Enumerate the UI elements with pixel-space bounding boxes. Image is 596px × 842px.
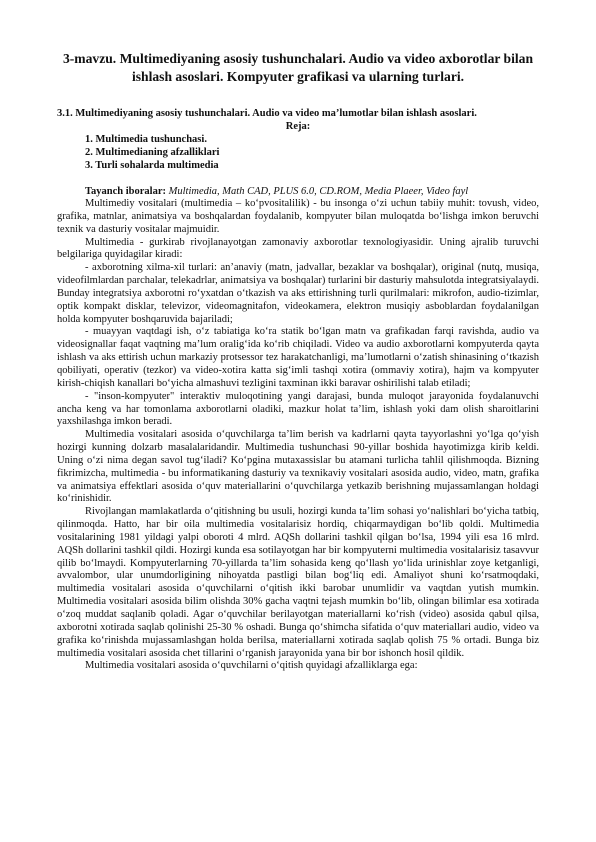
paragraph: - axborotning xilma-xil turlari: an’anaviy (matn, jadvallar, bezaklar va boshqalar), original (nutq, musiqa, videofilmlardan parchalar, telekadrlar, animatsiya va boshqalar) turlarini bir dasturiy mahsulotda integratsiyalaydi. Bunday integratsiya axborotni ro‘yxatdan o‘tkazish va aks ettirishning turli qurilmalari: mikrofon, audio-tizimlar, optik kompakt disklar, televizor, videomagnitafon, videokamera, elektron musiqiy asboblardan foydalanilgan holda kompyuter boshqaruvida bajariladi; — [57, 262, 539, 325]
paragraph: Multimedia vositalari asosida o‘quvchilarni o‘qitish quyidagi afzalliklarga ega: — [85, 660, 418, 672]
plan-item: 3. Turli sohalarda multimedia — [85, 160, 219, 171]
section-heading: 3.1. Multimediyaning asosiy tushunchalari. Audio va video ma’lumotlar bilan ishlash asoslari. — [57, 108, 477, 119]
keywords-line — [57, 185, 539, 198]
plan-label: Reja: — [285, 121, 311, 132]
plan-list — [57, 133, 539, 172]
paragraph: Rivojlangan mamlakatlarda o‘qitishning bu usuli, hozirgi kunda ta’lim sohasi yo‘nalishlari bo‘yicha tatbiq, qilinmoqda. Hatto, har bir oila multimedia vositalarisiz hordiq, chiqarmaydigan bo‘lib qoldi. Multimedia vositalarining 1981 yildagi yalpi oboroti 4 mlrd. AQSh dollarini tashkil qilgan bo‘lsa, 1994 yili esa 16 mlrd. AQSh dollarini tashkil qildi. Hozirgi kunda esa sotilayotgan har bir kompyuterni multimedia vositalarisiz tasavvur qilib bo‘lmaydi. Kompyuterlarning 70-yillarda ta’lim sohasida keng qo‘llash yo‘lida urinishlar zoye ketganligi, avvalombor, ular unumdorligining nihoyatda pastligi bilan bog‘liq edi. Amaliyot shuni ko‘rsatmoqdaki, multimedia vositalari asosida o‘quvchilarni o‘qitish ikki barobar unumlidir va vaqtdan yutish mumkin. Multimedia vositalari asosida bilim olishda 30% gacha vaqtni tejash mumkin bo‘lib, olingan bilimlar esa xotirada o‘zoq muddat saqlanib qoladi. Agar o‘quvchilar berilayotgan materiallarni ko‘rish (video) asosida qabul qilsa, axborotni xotirada saqlab qolinishi 25-30 % oshadi. Bunga qo‘shimcha sifatida o‘quv materiallari audio, video va grafika ko‘rinishda mujassamlashgan holda berilsa, materiallarni xotirada saqlab qolish 75 % ortadi. Bunga biz multimedia vositalari asosida chet tillarini o‘rganish jarayonida yana bir bor ishonch hosil qildik. — [57, 506, 539, 659]
paragraph: Multimedia vositalari asosida o‘quvchilarga ta’lim berish va kadrlarni qayta tayyorlashni yo‘lga qo‘yish hozirgi kunning dolzarb masalalaridandir. Multimedia tushunchasi 90-yillar boshida hayotimizga kirib keldi. Uning o‘zi nima degan savol tug‘iladi? Ko‘pgina mutaxassislar bu atamani turlicha tahlil qilishmoqda. Bizning fikrimizcha, multimedia - bu informatikaning dasturiy va texnikaviy vositalari asosida audio, video, matn, grafika va animatsiya effektlari asosida o‘quv materiallarini o‘quvchilarga yetkazib berishning mujassamlangan holdagi ko‘rinishidir. — [57, 429, 539, 505]
document-title: 3-mavzu. Multimediyaning asosiy tushunchalari. Audio va video axborotlar bilan ishlash asoslari. Kompyuter grafikasi va ularning turlari. — [62, 51, 534, 84]
paragraph: Multimedia - gurkirab rivojlanayotgan zamonaviy axborotlar texnologiyasidir. Uning ajralib turuvchi belgilariga quyidagilar kiradi: — [57, 236, 539, 261]
keywords-value: Multimedia, Math CAD, PLUS 6.0, CD.ROM, Media Plaeer, Video fayl — [168, 186, 469, 197]
plan-item: 1. Multimedia tushunchasi. — [85, 134, 207, 145]
keywords-label: Tayanch iboralar: — [85, 186, 166, 197]
paragraph: Multimediy vositalari (multimedia – ko‘pvositalilik) - bu insonga o‘zi uchun tabiiy muhit: tovush, video, grafika, matnlar, animatsiya va boshqalardan foydalanib, kompyuter bilan muloqatda bo‘lishga imkon beruvchi texnik va dasturiy vositalar majmuidir. — [57, 198, 539, 235]
paragraph: - "inson-kompyuter" interaktiv muloqotining yangi darajasi, bunda muloqot jarayonida foydalanuvchi ancha keng va har tomonlama axborotlarni oladiki, mazkur holat ta’lim, ishlash yoki dam olish sharoitlarini yaxshilashga imkon beradi. — [57, 390, 539, 428]
paragraph: - muayyan vaqtdagi ish, o‘z tabiatiga ko‘ra statik bo‘lgan matn va grafikadan farqi ravishda, audio va videosignallar faqat vaqtning ma’lum oralig‘ida ko‘rib chiqiladi. Video va audio axborotlarni kompyuterda qayta ishlash va aks ettirish uchun markaziy protsessor tez harakatchanligi, ma’lumotlarni o‘zatish shinasining o‘tkazish qobiliyati, operativ (tezkor) va video-xotira katta sig‘imli tashqi xotira (ommaviy xotira), hajm va kompyuter kirish-chiqish kanallari bo‘yicha almashuvi tezligini taxminan ikki baravar oshirilishi talab etiladi; — [57, 326, 539, 389]
body-text — [57, 198, 539, 673]
plan-item: 2. Multimedianing afzalliklari — [85, 147, 220, 158]
